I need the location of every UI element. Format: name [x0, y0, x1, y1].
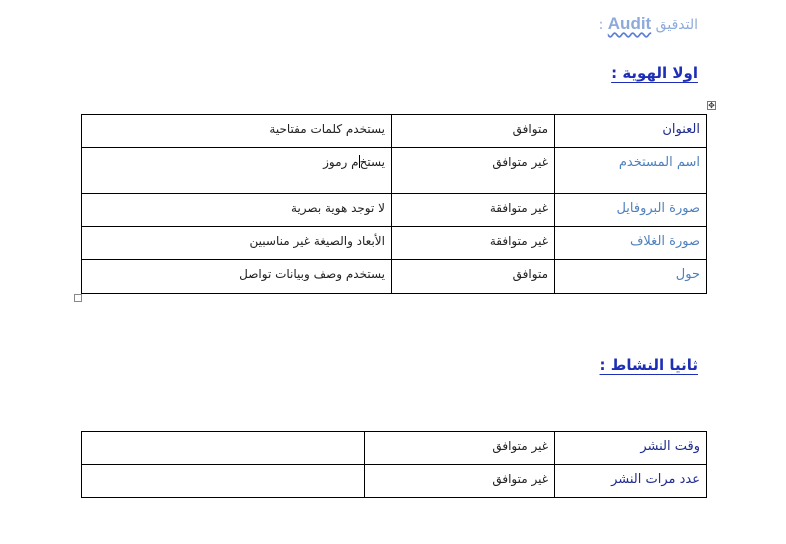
section-heading-activity: ثانيا النشاط :	[599, 356, 698, 374]
note-cell[interactable]	[82, 432, 365, 465]
note-cell-end: م رموز	[323, 155, 359, 169]
note-cell[interactable]: يستخدم كلمات مفتاحية	[82, 115, 392, 148]
note-cell-start: يستخ	[359, 155, 385, 169]
label-cell[interactable]: صورة البروفايل	[555, 194, 707, 227]
section-heading-identity: اولا الهوية :	[611, 64, 698, 82]
status-cell[interactable]: غير متوافقة	[392, 227, 555, 260]
label-cell[interactable]: صورة الغلاف	[555, 227, 707, 260]
table-resize-handle[interactable]	[74, 294, 82, 302]
label-cell[interactable]: عدد مرات النشر	[555, 465, 707, 498]
note-cell[interactable]	[82, 148, 392, 194]
doc-title	[599, 14, 698, 34]
table-row	[82, 115, 707, 148]
table-row	[82, 465, 707, 498]
table-row	[82, 432, 707, 465]
status-cell[interactable]: غير متوافق	[392, 148, 555, 194]
doc-title-suffix: :	[598, 17, 604, 33]
note-cell[interactable]: الأبعاد والصيغة غير مناسبين	[82, 227, 392, 260]
table-row	[82, 260, 707, 294]
note-cell[interactable]: يستخدم وصف وبيانات تواصل	[82, 260, 392, 294]
table-move-handle-icon[interactable]: ✥	[708, 101, 715, 110]
table-row	[82, 227, 707, 260]
doc-title-english: Audit	[607, 14, 652, 33]
doc-title-arabic: التدقيق	[655, 17, 698, 33]
identity-table	[81, 114, 707, 294]
status-cell[interactable]: غير متوافقة	[392, 194, 555, 227]
label-cell[interactable]: العنوان	[555, 115, 707, 148]
table-row	[82, 194, 707, 227]
status-cell[interactable]: غير متوافق	[365, 432, 555, 465]
activity-table	[81, 431, 707, 498]
label-cell[interactable]: وقت النشر	[555, 432, 707, 465]
status-cell[interactable]: غير متوافق	[365, 465, 555, 498]
status-cell[interactable]: متوافق	[392, 260, 555, 294]
status-cell[interactable]: متوافق	[392, 115, 555, 148]
label-cell[interactable]: اسم المستخدم	[555, 148, 707, 194]
table-row	[82, 148, 707, 194]
note-cell[interactable]	[82, 465, 365, 498]
note-cell[interactable]: لا توجد هوية بصرية	[82, 194, 392, 227]
label-cell[interactable]: حول	[555, 260, 707, 294]
